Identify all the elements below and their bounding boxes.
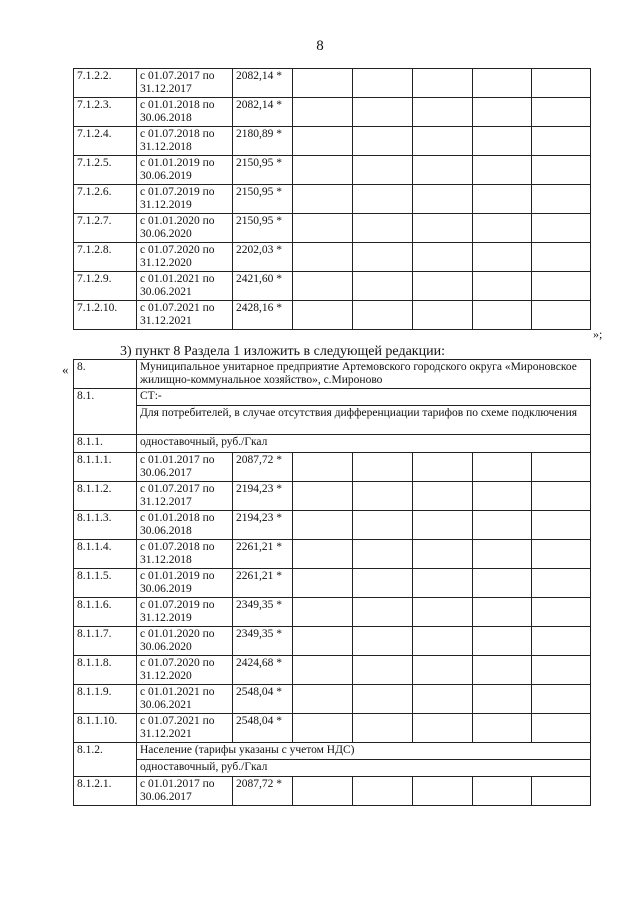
empty-cell bbox=[413, 598, 473, 627]
empty-cell bbox=[532, 69, 591, 98]
empty-cell bbox=[473, 714, 532, 743]
row-period: с 01.01.2021 по 30.06.2021 bbox=[137, 685, 233, 714]
row-tariff-value: 2548,04 * bbox=[233, 714, 293, 743]
empty-cell bbox=[473, 627, 532, 656]
row-period: с 01.01.2017 по 30.06.2017 bbox=[137, 777, 233, 806]
empty-cell bbox=[532, 482, 591, 511]
empty-cell bbox=[413, 243, 473, 272]
empty-cell bbox=[413, 185, 473, 214]
table-row-st bbox=[74, 389, 591, 406]
empty-cell bbox=[532, 185, 591, 214]
row-period: с 01.01.2020 по 30.06.2020 bbox=[137, 214, 233, 243]
empty-cell bbox=[293, 453, 353, 482]
empty-cell bbox=[473, 301, 532, 330]
table-row bbox=[74, 569, 591, 598]
table-row bbox=[74, 714, 591, 743]
row-code: 8.1.1.3. bbox=[74, 511, 137, 540]
row-tariff-value: 2150,95 * bbox=[233, 214, 293, 243]
empty-cell bbox=[293, 656, 353, 685]
tariff-table-bottom bbox=[73, 359, 591, 806]
table-row bbox=[74, 656, 591, 685]
empty-cell bbox=[532, 569, 591, 598]
table-row bbox=[74, 777, 591, 806]
st-note: Для потребителей, в случае отсутствия дифференциации тарифов по схеме подключения bbox=[137, 406, 591, 435]
empty-cell bbox=[532, 598, 591, 627]
empty-cell bbox=[353, 185, 413, 214]
empty-cell bbox=[413, 98, 473, 127]
row-tariff-value: 2202,03 * bbox=[233, 243, 293, 272]
table-row bbox=[74, 453, 591, 482]
row-code: 7.1.2.10. bbox=[74, 301, 137, 330]
empty-cell bbox=[532, 243, 591, 272]
row-code: 7.1.2.7. bbox=[74, 214, 137, 243]
empty-cell bbox=[532, 453, 591, 482]
empty-cell bbox=[353, 511, 413, 540]
empty-cell bbox=[293, 156, 353, 185]
row-tariff-value: 2261,21 * bbox=[233, 569, 293, 598]
row-period: с 01.01.2017 по 30.06.2017 bbox=[137, 453, 233, 482]
empty-cell bbox=[353, 627, 413, 656]
row-tariff-value: 2087,72 * bbox=[233, 453, 293, 482]
empty-cell bbox=[532, 301, 591, 330]
empty-cell bbox=[293, 243, 353, 272]
empty-cell bbox=[353, 156, 413, 185]
row-tariff-value: 2150,95 * bbox=[233, 185, 293, 214]
population-single-rate-label: одноставочный, руб./Гкал bbox=[137, 760, 591, 777]
row-tariff-value: 2194,23 * bbox=[233, 511, 293, 540]
empty-cell bbox=[413, 301, 473, 330]
empty-cell bbox=[413, 656, 473, 685]
organization-name: Муниципальное унитарное предприятие Артемовского городского округа «Мироновское жилищно-коммунальное хозяйство», с.Мироново bbox=[137, 360, 591, 389]
row-period: с 01.07.2020 по 31.12.2020 bbox=[137, 243, 233, 272]
row-code: 8.1.2.1. bbox=[74, 777, 137, 806]
row-period: с 01.01.2019 по 30.06.2019 bbox=[137, 569, 233, 598]
empty-cell bbox=[293, 598, 353, 627]
empty-cell bbox=[473, 453, 532, 482]
row-code: 7.1.2.4. bbox=[74, 127, 137, 156]
empty-cell bbox=[532, 656, 591, 685]
row-period: с 01.07.2018 по 31.12.2018 bbox=[137, 540, 233, 569]
empty-cell bbox=[413, 627, 473, 656]
empty-cell bbox=[293, 685, 353, 714]
empty-cell bbox=[413, 127, 473, 156]
empty-cell bbox=[293, 511, 353, 540]
empty-cell bbox=[353, 482, 413, 511]
empty-cell bbox=[293, 127, 353, 156]
row-tariff-value: 2424,68 * bbox=[233, 656, 293, 685]
empty-cell bbox=[293, 69, 353, 98]
row-tariff-value: 2180,89 * bbox=[233, 127, 293, 156]
row-code: 8.1.1.2. bbox=[74, 482, 137, 511]
empty-cell bbox=[353, 243, 413, 272]
row-tariff-value: 2428,16 * bbox=[233, 301, 293, 330]
table-row bbox=[74, 214, 591, 243]
empty-cell bbox=[413, 511, 473, 540]
empty-cell bbox=[473, 511, 532, 540]
empty-cell bbox=[353, 214, 413, 243]
empty-cell bbox=[413, 777, 473, 806]
closing-quote-mark: »; bbox=[593, 327, 603, 341]
tariff-table-top-body bbox=[74, 69, 591, 330]
empty-cell bbox=[473, 656, 532, 685]
row-period: с 01.07.2019 по 31.12.2019 bbox=[137, 598, 233, 627]
empty-cell bbox=[413, 272, 473, 301]
row-period: с 01.01.2021 по 30.06.2021 bbox=[137, 272, 233, 301]
row-tariff-value: 2548,04 * bbox=[233, 685, 293, 714]
empty-cell bbox=[473, 482, 532, 511]
row-period: с 01.01.2018 по 30.06.2018 bbox=[137, 511, 233, 540]
empty-cell bbox=[532, 685, 591, 714]
table-row bbox=[74, 156, 591, 185]
table-row bbox=[74, 511, 591, 540]
empty-cell bbox=[532, 511, 591, 540]
opening-quote-mark: « bbox=[62, 362, 69, 377]
empty-cell bbox=[532, 127, 591, 156]
empty-cell bbox=[353, 685, 413, 714]
empty-cell bbox=[473, 156, 532, 185]
empty-cell bbox=[293, 777, 353, 806]
row-code: 8.1. bbox=[74, 389, 137, 435]
empty-cell bbox=[353, 272, 413, 301]
row-period: с 01.07.2021 по 31.12.2021 bbox=[137, 714, 233, 743]
empty-cell bbox=[293, 627, 353, 656]
empty-cell bbox=[353, 656, 413, 685]
empty-cell bbox=[413, 714, 473, 743]
page-number: 8 bbox=[316, 38, 324, 54]
empty-cell bbox=[413, 214, 473, 243]
empty-cell bbox=[473, 127, 532, 156]
single-rate-label: одноставочный, руб./Гкал bbox=[137, 435, 591, 453]
row-code: 7.1.2.6. bbox=[74, 185, 137, 214]
table-row-single-rate bbox=[74, 435, 591, 453]
empty-cell bbox=[473, 540, 532, 569]
row-period: с 01.07.2018 по 31.12.2018 bbox=[137, 127, 233, 156]
empty-cell bbox=[293, 714, 353, 743]
table-row bbox=[74, 98, 591, 127]
row-period: с 01.01.2018 по 30.06.2018 bbox=[137, 98, 233, 127]
empty-cell bbox=[293, 569, 353, 598]
row-code: 7.1.2.9. bbox=[74, 272, 137, 301]
row-period: с 01.07.2019 по 31.12.2019 bbox=[137, 185, 233, 214]
tariff-table-top bbox=[73, 68, 591, 330]
empty-cell bbox=[353, 69, 413, 98]
table-row bbox=[74, 598, 591, 627]
empty-cell bbox=[532, 714, 591, 743]
empty-cell bbox=[353, 127, 413, 156]
row-tariff-value: 2261,21 * bbox=[233, 540, 293, 569]
empty-cell bbox=[293, 214, 353, 243]
table-row bbox=[74, 540, 591, 569]
empty-cell bbox=[473, 272, 532, 301]
row-code: 8.1.1.6. bbox=[74, 598, 137, 627]
empty-cell bbox=[413, 156, 473, 185]
table-row-organization bbox=[74, 360, 591, 389]
empty-cell bbox=[353, 598, 413, 627]
row-period: с 01.01.2019 по 30.06.2019 bbox=[137, 156, 233, 185]
empty-cell bbox=[473, 214, 532, 243]
empty-cell bbox=[353, 569, 413, 598]
empty-cell bbox=[353, 98, 413, 127]
empty-cell bbox=[293, 482, 353, 511]
row-code: 8.1.1.4. bbox=[74, 540, 137, 569]
tariff-population-header bbox=[74, 743, 591, 777]
section-heading: 3) пункт 8 Раздела 1 изложить в следующей редакции: bbox=[120, 344, 445, 359]
row-code: 8.1.2. bbox=[74, 743, 137, 777]
row-code: 8.1.1.5. bbox=[74, 569, 137, 598]
empty-cell bbox=[473, 185, 532, 214]
row-tariff-value: 2349,35 * bbox=[233, 627, 293, 656]
empty-cell bbox=[473, 69, 532, 98]
row-code: 8. bbox=[74, 360, 137, 389]
empty-cell bbox=[293, 301, 353, 330]
st-label: СТ:- bbox=[137, 389, 591, 406]
empty-cell bbox=[293, 98, 353, 127]
row-tariff-value: 2082,14 * bbox=[233, 98, 293, 127]
empty-cell bbox=[473, 569, 532, 598]
tariff-rows-8-1-1 bbox=[74, 453, 591, 743]
row-code: 8.1.1.8. bbox=[74, 656, 137, 685]
empty-cell bbox=[413, 685, 473, 714]
empty-cell bbox=[532, 777, 591, 806]
empty-cell bbox=[473, 777, 532, 806]
table-row bbox=[74, 127, 591, 156]
empty-cell bbox=[532, 272, 591, 301]
row-code: 7.1.2.3. bbox=[74, 98, 137, 127]
empty-cell bbox=[353, 301, 413, 330]
empty-cell bbox=[353, 540, 413, 569]
empty-cell bbox=[413, 540, 473, 569]
row-code: 8.1.1.9. bbox=[74, 685, 137, 714]
empty-cell bbox=[413, 569, 473, 598]
empty-cell bbox=[413, 482, 473, 511]
table-row bbox=[74, 272, 591, 301]
table-row-population bbox=[74, 743, 591, 760]
tariff-rows-8-1-2 bbox=[74, 777, 591, 806]
table-row bbox=[74, 685, 591, 714]
empty-cell bbox=[532, 540, 591, 569]
empty-cell bbox=[532, 156, 591, 185]
row-code: 7.1.2.5. bbox=[74, 156, 137, 185]
population-label: Население (тарифы указаны с учетом НДС) bbox=[137, 743, 591, 760]
row-code: 8.1.1.7. bbox=[74, 627, 137, 656]
empty-cell bbox=[293, 185, 353, 214]
table-row-population-single-rate bbox=[74, 760, 591, 777]
empty-cell bbox=[293, 272, 353, 301]
empty-cell bbox=[413, 69, 473, 98]
empty-cell bbox=[293, 540, 353, 569]
empty-cell bbox=[353, 714, 413, 743]
empty-cell bbox=[473, 598, 532, 627]
row-period: с 01.07.2021 по 31.12.2021 bbox=[137, 301, 233, 330]
row-tariff-value: 2421,60 * bbox=[233, 272, 293, 301]
table-row bbox=[74, 627, 591, 656]
tariff-table-bottom-body bbox=[74, 360, 591, 453]
table-row bbox=[74, 185, 591, 214]
row-tariff-value: 2194,23 * bbox=[233, 482, 293, 511]
row-tariff-value: 2082,14 * bbox=[233, 69, 293, 98]
row-period: с 01.01.2020 по 30.06.2020 bbox=[137, 627, 233, 656]
row-period: с 01.07.2017 по 31.12.2017 bbox=[137, 69, 233, 98]
table-row bbox=[74, 301, 591, 330]
row-tariff-value: 2349,35 * bbox=[233, 598, 293, 627]
row-tariff-value: 2087,72 * bbox=[233, 777, 293, 806]
empty-cell bbox=[413, 453, 473, 482]
row-period: с 01.07.2017 по 31.12.2017 bbox=[137, 482, 233, 511]
row-tariff-value: 2150,95 * bbox=[233, 156, 293, 185]
table-row-st-note bbox=[74, 406, 591, 435]
row-code: 7.1.2.8. bbox=[74, 243, 137, 272]
empty-cell bbox=[353, 777, 413, 806]
empty-cell bbox=[532, 627, 591, 656]
empty-cell bbox=[473, 98, 532, 127]
table-row bbox=[74, 243, 591, 272]
table-row bbox=[74, 482, 591, 511]
empty-cell bbox=[532, 214, 591, 243]
empty-cell bbox=[353, 453, 413, 482]
row-code: 8.1.1. bbox=[74, 435, 137, 453]
table-row bbox=[74, 69, 591, 98]
row-code: 7.1.2.2. bbox=[74, 69, 137, 98]
empty-cell bbox=[532, 98, 591, 127]
row-code: 8.1.1.1. bbox=[74, 453, 137, 482]
empty-cell bbox=[473, 243, 532, 272]
empty-cell bbox=[473, 685, 532, 714]
row-code: 8.1.1.10. bbox=[74, 714, 137, 743]
row-period: с 01.07.2020 по 31.12.2020 bbox=[137, 656, 233, 685]
